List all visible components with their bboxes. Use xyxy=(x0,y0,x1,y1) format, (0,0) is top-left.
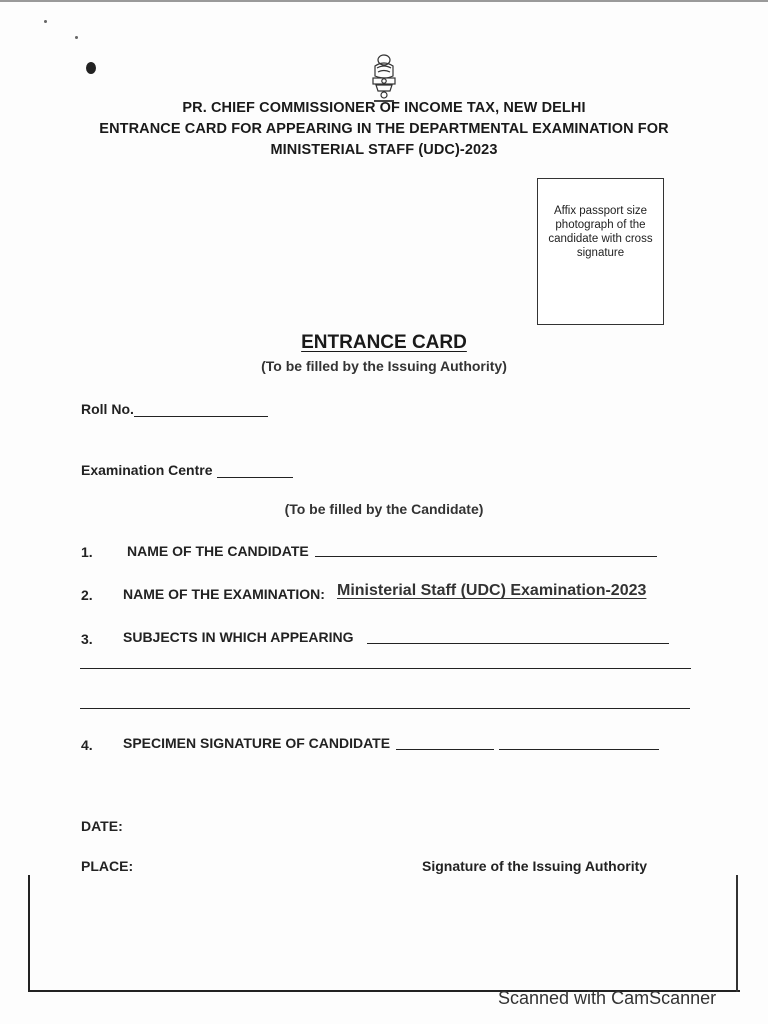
photo-instructions: Affix passport size photograph of the candidate with cross signature xyxy=(548,205,653,259)
item-1-number: 1. xyxy=(81,544,93,560)
item-4-number: 4. xyxy=(81,737,93,753)
punch-hole-mark xyxy=(86,62,96,74)
header-office-name: PR. CHIEF COMMISSIONER OF INCOME TAX, NEW DELHI xyxy=(182,100,586,116)
photo-placeholder-box[interactable] xyxy=(537,178,664,325)
examination-name-value: Ministerial Staff (UDC) Examination-2023 xyxy=(337,582,647,599)
roll-no-label: Roll No. xyxy=(81,401,134,417)
item-2-number: 2. xyxy=(81,587,93,603)
item-2-label: NAME OF THE EXAMINATION: xyxy=(123,586,325,602)
item-3-number: 3. xyxy=(81,631,93,647)
subjects-line-3[interactable] xyxy=(80,708,690,709)
place-label: PLACE: xyxy=(81,858,134,874)
scan-speck xyxy=(44,20,47,23)
national-emblem-icon xyxy=(366,52,402,104)
scan-speck xyxy=(75,36,78,39)
date-label: DATE: xyxy=(81,818,123,834)
exam-centre-label: Examination Centre xyxy=(81,462,213,478)
roll-no-field[interactable] xyxy=(134,416,268,417)
signature-field-1[interactable] xyxy=(396,749,494,750)
camscanner-watermark: Scanned with CamScanner xyxy=(498,988,717,1008)
header-card-purpose: ENTRANCE CARD FOR APPEARING IN THE DEPARTMENTAL EXAMINATION FOR xyxy=(99,121,669,137)
item-4-label: SPECIMEN SIGNATURE OF CANDIDATE xyxy=(123,735,391,751)
frame-left-edge xyxy=(28,875,30,992)
issuing-authority-signature-label: Signature of the Issuing Authority xyxy=(422,858,648,874)
card-title: ENTRANCE CARD xyxy=(301,332,467,353)
frame-right-edge xyxy=(736,875,738,992)
exam-centre-field[interactable] xyxy=(217,477,293,478)
subjects-line-2[interactable] xyxy=(80,668,691,669)
signature-field-2[interactable] xyxy=(499,749,659,750)
subjects-field[interactable] xyxy=(367,643,669,644)
candidate-name-field[interactable] xyxy=(315,556,657,557)
candidate-note: (To be filled by the Candidate) xyxy=(284,501,484,517)
scan-edge-line xyxy=(0,0,768,2)
header-exam-name: MINISTERIAL STAFF (UDC)-2023 xyxy=(270,142,498,158)
item-3-label: SUBJECTS IN WHICH APPEARING xyxy=(123,629,354,645)
item-1-label: NAME OF THE CANDIDATE xyxy=(127,543,309,559)
issuing-authority-note: (To be filled by the Issuing Authority) xyxy=(261,358,507,374)
